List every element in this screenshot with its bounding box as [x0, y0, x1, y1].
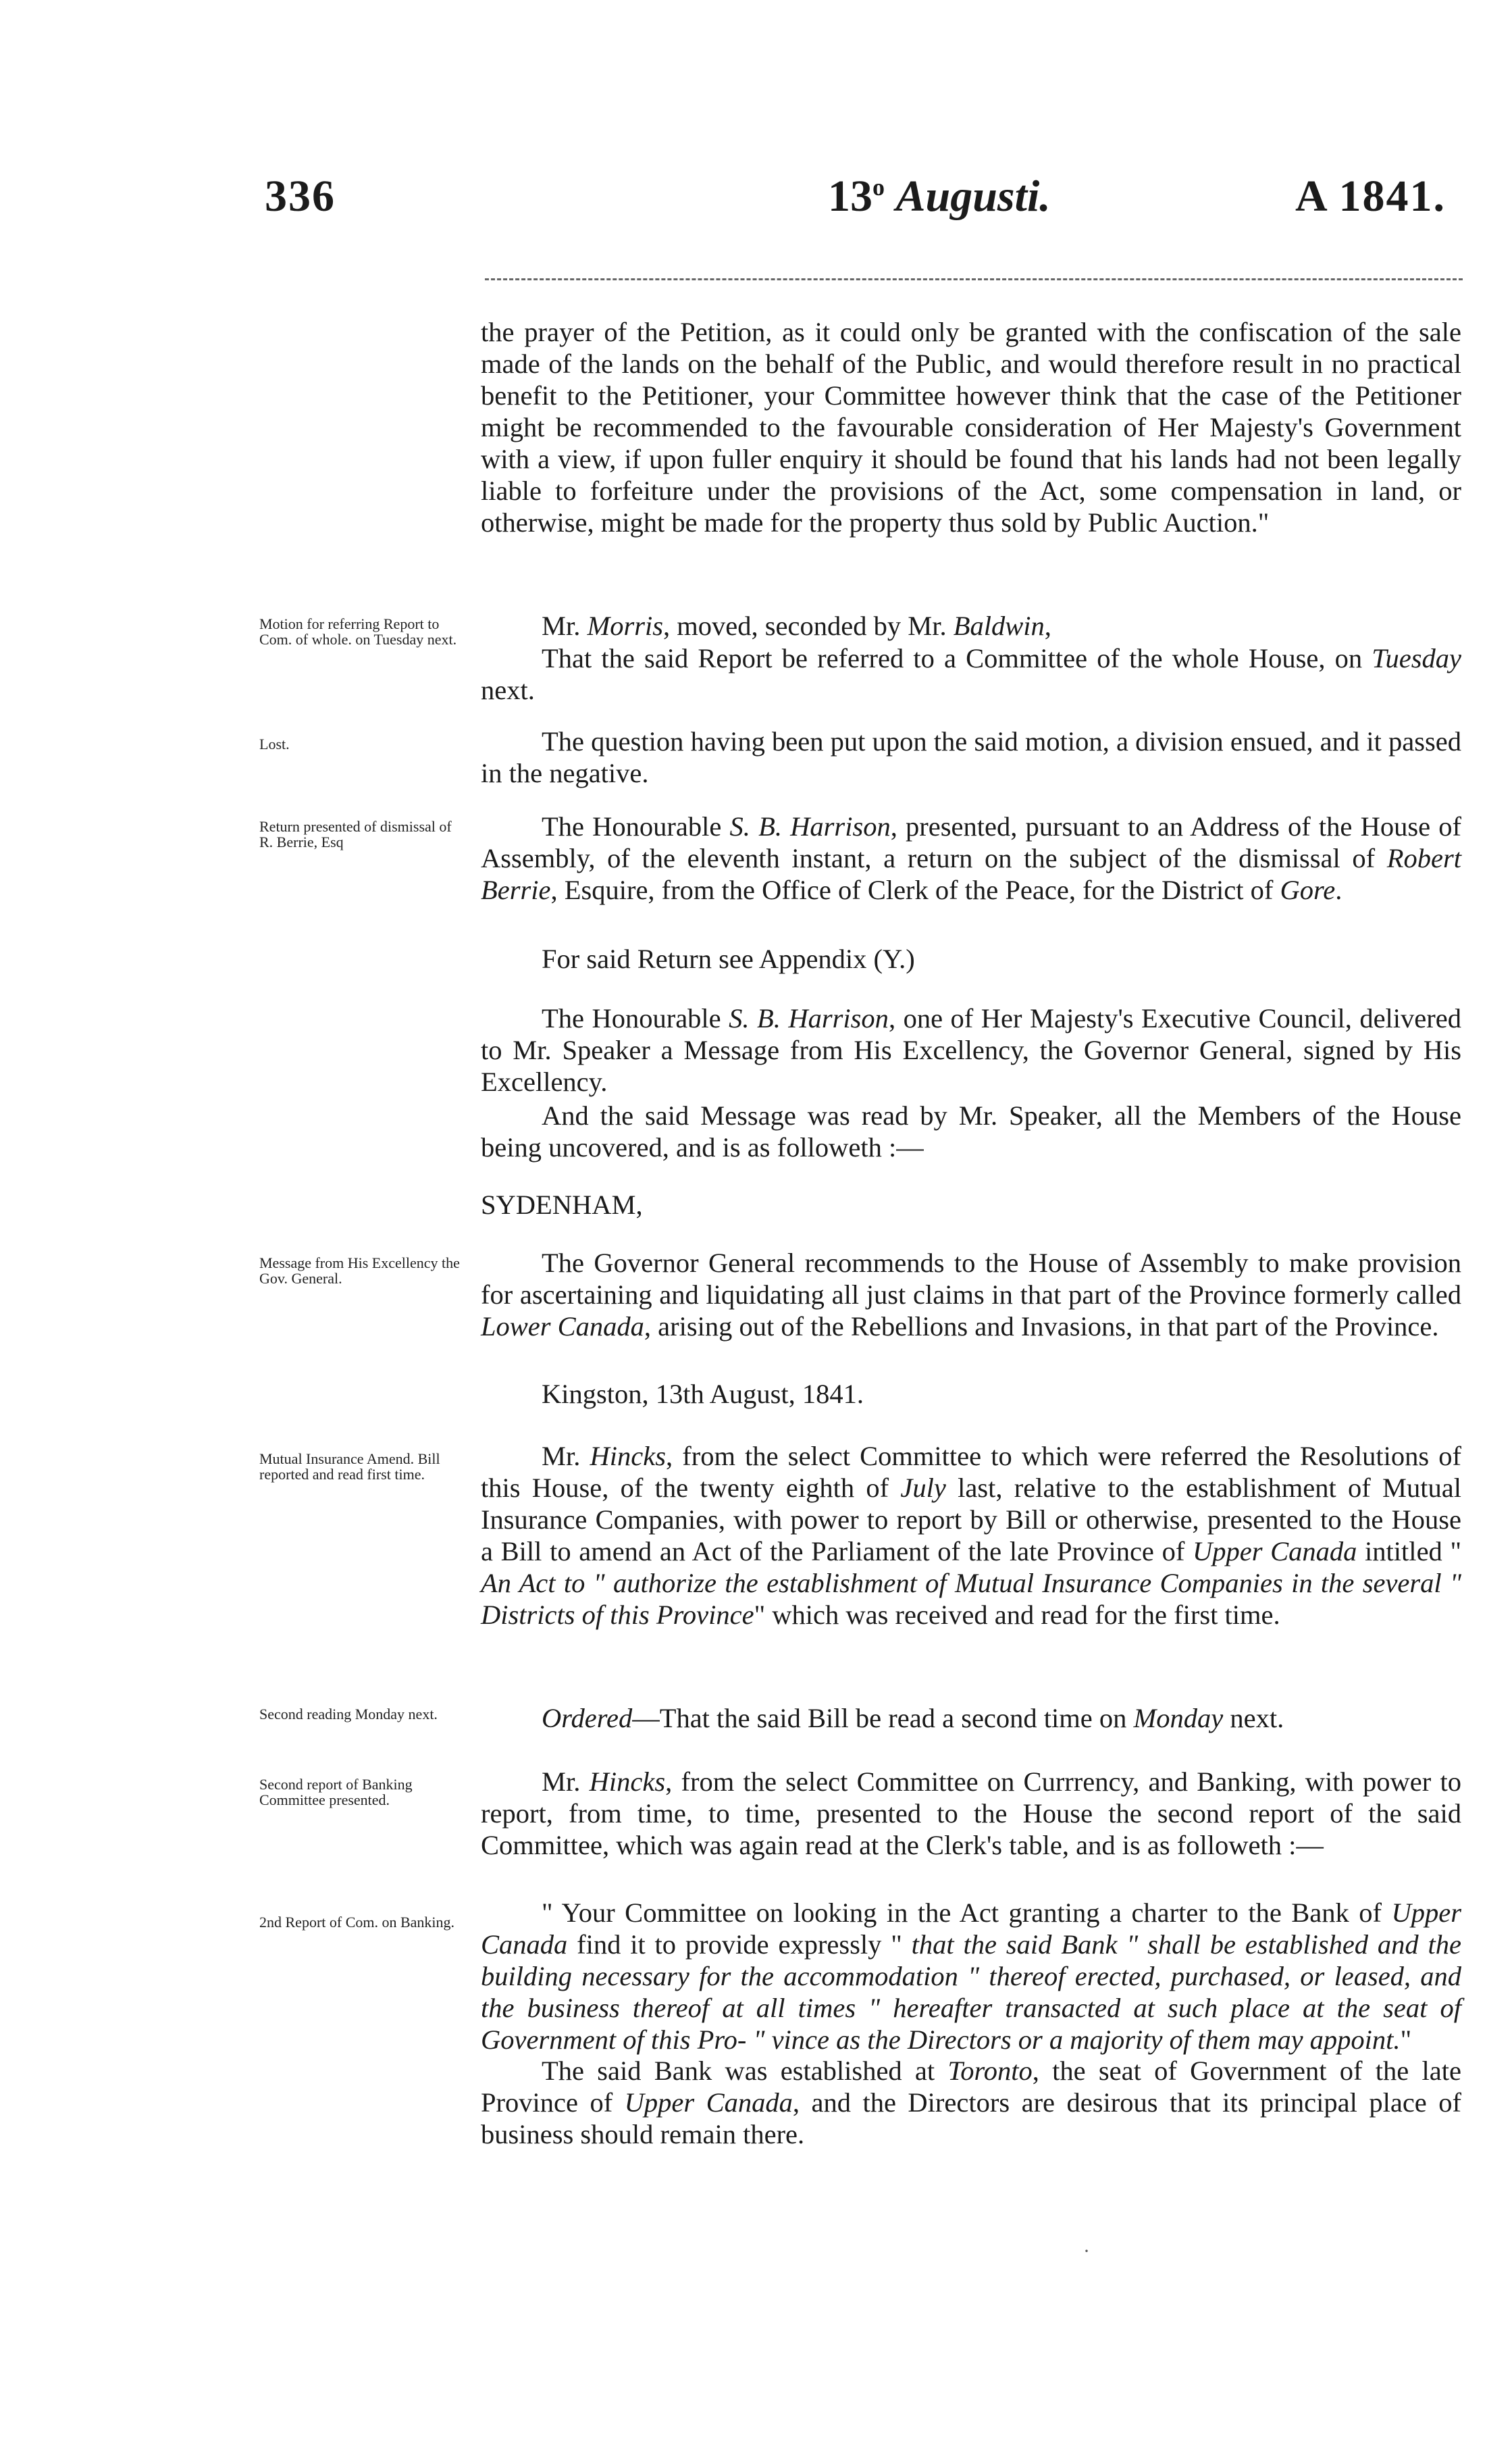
dateline-text: Kingston, 13th August, 1841.: [542, 1379, 864, 1409]
text-run: —That the said Bill be read a second time on: [632, 1703, 1134, 1733]
text-run: That the said Report be referred to a Committee of the whole House, on: [542, 643, 1372, 673]
paragraph-message-delivered: [481, 1002, 1461, 1098]
paragraph-message-read: [481, 1100, 1461, 1163]
text-run: next.: [1223, 1703, 1284, 1733]
paragraph-text: The question having been put upon the said motion, a division ensued, and it passed in the negative.: [481, 726, 1461, 788]
text-run: .: [1335, 875, 1342, 905]
paragraph-mutual-insurance: [481, 1440, 1461, 1631]
text-run: " which was received and read for the first time.: [754, 1600, 1280, 1630]
day-tuesday: Tuesday: [1372, 643, 1461, 673]
place-upper-canada: Upper Canada: [1192, 1536, 1357, 1566]
paragraph-ordered: [481, 1702, 1461, 1734]
text-run: ": [1400, 2024, 1412, 2055]
paragraph-text: And the said Message was read by Mr. Speaker, all the Members of the House being uncovered, and is as followeth :—: [481, 1100, 1461, 1163]
paragraph-committee-report: [481, 1897, 1461, 2056]
header-rule: [485, 278, 1463, 280]
header-date-word: Augusti.: [895, 172, 1051, 221]
text-run: , arising out of the Rebellions and Invasions, in that part of the Province.: [644, 1311, 1439, 1342]
text-run: , presented, pursuant to an Address of the House of Assembly, of the eleventh instant, a return on the subject of the dismissal of: [481, 811, 1461, 873]
text-run: , and the Directors are desirous that its principal place of business should remain there.: [481, 2087, 1462, 2149]
name-hincks: Hincks: [589, 1766, 666, 1797]
paragraph-banking-committee: [481, 1766, 1461, 1861]
name-baldwin: Baldwin: [953, 611, 1045, 641]
name-harrison: S. B. Harrison: [729, 811, 891, 842]
paragraph-division: [481, 725, 1461, 789]
header-date: [828, 174, 1051, 219]
day-monday: Monday: [1133, 1703, 1224, 1733]
paragraph-referral: [481, 642, 1461, 706]
stray-mark: ·: [1083, 2240, 1090, 2262]
signature-text: SYDENHAM,: [481, 1190, 643, 1220]
text-run: , from the select Committee on Currrency, and Banking, with power to report, from time, to time, presented to the House the second report of the said Committee, which was again read at the Clerk's table, and is as followeth :—: [481, 1766, 1461, 1860]
running-header: [0, 174, 1512, 249]
act-title: An Act to " authorize the establishment of Mutual Insurance Companies in the several " Districts of this Province: [481, 1568, 1461, 1630]
header-year: A 1841.: [1295, 172, 1446, 221]
charter-quote: that the said Bank " shall be established and the building necessary for the accommodation " thereof erected, purchased, or leased, and the business thereof at all times " hereafter transacted at such place at the seat of Government of this Pro- " vince as the Directors or a majority of them may appoint.: [481, 1929, 1461, 2055]
text-run: Mr.: [542, 611, 588, 641]
margin-note-insurance: Mutual Insurance Amend. Bill reported and read first time.: [259, 1450, 440, 1483]
margin-note-return: Return presented of dismissal of R. Berrie, Esq: [259, 818, 452, 850]
margin-note-motion: Motion for referring Report to Com. of whole. on Tuesday next.: [259, 615, 457, 648]
place-upper-canada: Upper Canada: [481, 1897, 1461, 1960]
paragraph-return-presented: [481, 811, 1461, 906]
place-lower-canada: Lower Canada: [481, 1311, 644, 1342]
text-run: next.: [481, 675, 535, 705]
paragraph-governor-message: [481, 1247, 1461, 1342]
paragraph-text: For said Return see Appendix (Y.): [542, 944, 915, 974]
header-date-sup: o: [872, 174, 885, 201]
text-run: The Governor General recommends to the House of Assembly to make provision for ascertaining and liquidating all just claims in that part of the Province formerly called: [481, 1248, 1461, 1310]
text-run: intitled ": [1357, 1536, 1461, 1566]
margin-note-message: Message from His Excellency the Gov. General.: [259, 1254, 460, 1287]
margin-note-second-reading: Second reading Monday next.: [259, 1706, 438, 1722]
name-morris: Morris: [587, 611, 664, 641]
paragraph-kingston-date: [481, 1378, 1461, 1410]
text-run: The said Bank was established at: [542, 2056, 948, 2086]
place-upper-canada: Upper Canada: [624, 2087, 793, 2118]
text-run: The Honourable: [542, 811, 730, 842]
name-hincks: Hincks: [590, 1441, 667, 1471]
text-run: , Esquire, from the Office of Clerk of the Peace, for the District of: [550, 875, 1280, 905]
signature-sydenham: [481, 1189, 1461, 1221]
margin-note-lost: Lost.: [259, 736, 290, 752]
paragraph-motion: [481, 610, 1461, 642]
text-run: , the seat of Government of the late Province of: [481, 2056, 1461, 2118]
page-number: 336: [265, 172, 336, 221]
text-run: " Your Committee on looking in the Act granting a charter to the Bank of: [542, 1897, 1392, 1928]
name-harrison: S. B. Harrison: [729, 1003, 889, 1033]
text-run: Mr.: [542, 1766, 590, 1797]
text-run: , from the select Committee to which were referred the Resolutions of this House, of the twenty eighth of: [481, 1441, 1461, 1503]
margin-note-banking: Second report of Banking Committee presented.: [259, 1776, 413, 1808]
text-run: The Honourable: [542, 1003, 729, 1033]
text-run: , one of Her Majesty's Executive Council, delivered to Mr. Speaker a Message from His Excellency, the Governor General, signed by His Excellency.: [481, 1003, 1461, 1097]
paragraph-text: the prayer of the Petition, as it could only be granted with the confiscation of the sale made of the lands on the behalf of the Public, and would therefore result in no practical benefit to the Petitioner, your Committee however think that the case of the Petitioner might be recommended to the favourable consideration of Her Majesty's Government with a view, if upon fuller enquiry it should be found that his lands had not been legally liable to forfeiture under the provisions of the Act, some compensation in land, or otherwise, might be made for the property thus sold by Public Auction.": [481, 317, 1461, 538]
paragraph-bank-toronto: [481, 2055, 1461, 2150]
paragraph-appendix: [481, 943, 1461, 975]
text-run: find it to provide expressly ": [567, 1929, 912, 1960]
margin-note-2nd-report: 2nd Report of Com. on Banking.: [259, 1914, 455, 1931]
text-run: ,: [1044, 611, 1051, 641]
ordered-word: Ordered: [542, 1703, 633, 1733]
name-berrie: Robert Berrie: [481, 843, 1461, 905]
header-date-number: 13: [828, 172, 872, 221]
month-july: July: [900, 1473, 946, 1503]
text-run: last, relative to the establishment of Mutual Insurance Companies, with power to report by Bill or otherwise, presented to the House a Bill to amend an Act of the Parliament of the late Province of: [481, 1473, 1461, 1566]
place-gore: Gore: [1280, 875, 1336, 905]
text-run: , moved, seconded by Mr.: [663, 611, 954, 641]
paragraph-petition-continuation: [481, 316, 1461, 538]
text-run: Mr.: [542, 1441, 590, 1471]
place-toronto: Toronto: [947, 2056, 1033, 2086]
